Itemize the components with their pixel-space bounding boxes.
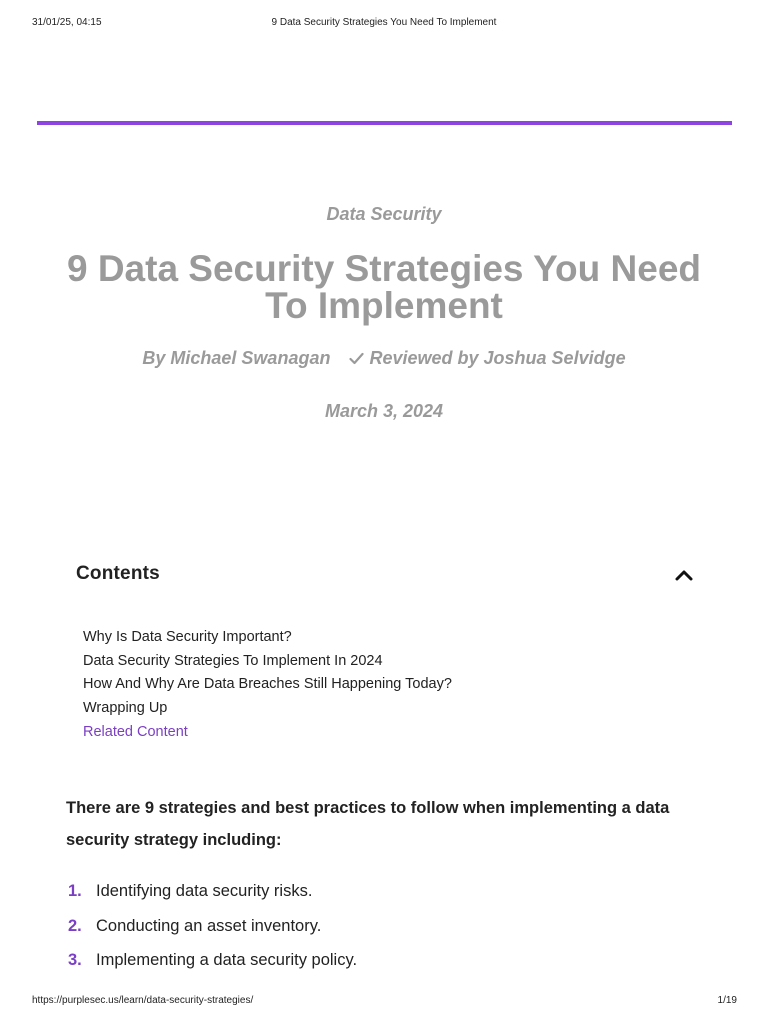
author-link[interactable]: By Michael Swanagan <box>142 348 331 368</box>
toc-item-why-important[interactable]: Why Is Data Security Important? <box>83 629 292 645</box>
accent-bar <box>37 121 732 125</box>
toc-item-breaches[interactable]: How And Why Are Data Breaches Still Happening Today? <box>83 676 452 693</box>
chevron-up-icon[interactable] <box>674 566 694 584</box>
list-number: 3. <box>68 951 82 970</box>
list-number: 1. <box>68 882 82 900</box>
lead-paragraph: There are 9 strategies and best practices to follow when implementing a data security strategy including: <box>66 799 670 849</box>
toc-title: Contents <box>76 563 160 584</box>
list-item <box>68 943 357 978</box>
toc-item-strategies[interactable]: Data Security Strategies To Implement In 2024 <box>83 652 383 669</box>
reviewer <box>349 348 625 368</box>
publish-date: March 3, 2024 <box>324 401 444 421</box>
toc-item-wrapping-up[interactable]: Wrapping Up <box>83 700 168 717</box>
reviewer-link[interactable]: Reviewed by Joshua Selvidge <box>369 348 626 368</box>
checkmark-icon <box>349 352 364 365</box>
list-text: Identifying data security risks. <box>96 882 313 900</box>
byline <box>0 348 768 369</box>
toc-item-related-content[interactable]: Related Content <box>83 723 188 740</box>
print-page-title: 9 Data Security Strategies You Need To Implement <box>271 17 497 28</box>
category-link[interactable]: Data Security <box>326 204 442 224</box>
strategy-list <box>68 874 357 978</box>
page-url: https://purplesec.us/learn/data-security-strategies/ <box>32 995 254 1006</box>
print-footer <box>0 995 768 1009</box>
list-text: Implementing a data security policy. <box>96 951 358 970</box>
print-header <box>0 17 768 31</box>
list-text: Conducting an asset inventory. <box>96 916 322 935</box>
list-item <box>68 874 357 909</box>
page-number: 1/19 <box>717 995 737 1006</box>
list-item <box>68 909 357 944</box>
toc-list <box>83 626 452 745</box>
article-title: 9 Data Security Strategies You Need To Implement <box>66 248 702 326</box>
list-number: 2. <box>68 916 82 935</box>
print-datetime: 31/01/25, 04:15 <box>32 17 102 28</box>
